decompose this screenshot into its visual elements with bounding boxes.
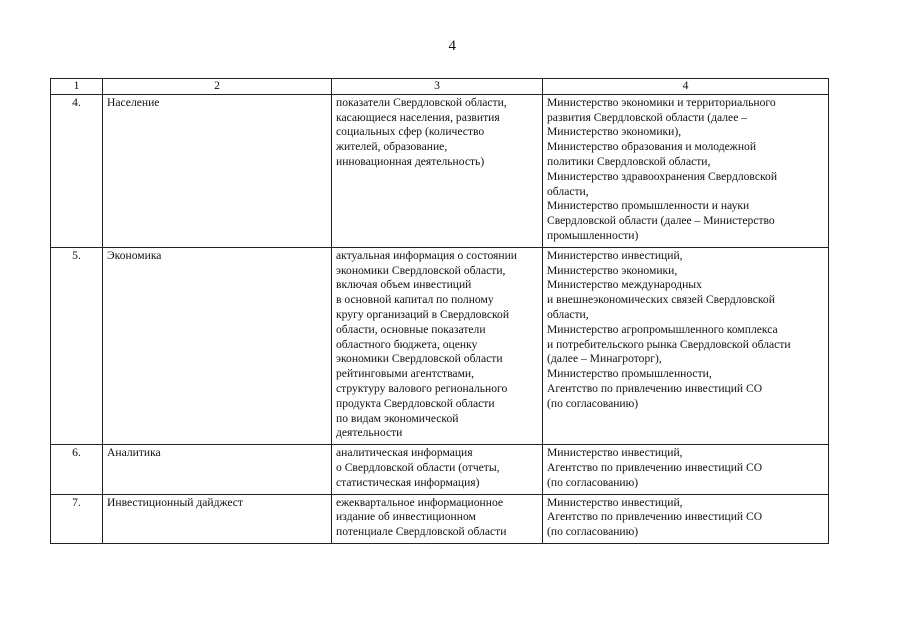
- item-content-cell: [332, 247, 543, 444]
- item-responsible-line: (по согласованию): [547, 525, 639, 539]
- item-content-cell: [332, 494, 543, 543]
- table-row: [51, 94, 829, 247]
- item-content-line: области, основные показатели: [336, 322, 486, 336]
- item-content-line: экономики Свердловской области: [336, 352, 503, 366]
- item-content-line: структуру валового регионального: [336, 381, 508, 395]
- item-content-line: аналитическая информация: [336, 446, 473, 460]
- header-row: [51, 79, 829, 95]
- item-content-line: кругу организаций в Свердловской: [336, 307, 510, 321]
- item-responsible-cell: [543, 94, 829, 247]
- item-responsible-line: области,: [547, 307, 589, 321]
- item-number: 7.: [51, 494, 103, 543]
- item-responsible-line: Министерство промышленности и науки: [547, 199, 750, 213]
- table-row: [51, 494, 829, 543]
- item-responsible-line: Министерство образования и молодежной: [547, 140, 757, 154]
- table-row: [51, 445, 829, 494]
- item-name-cell: [103, 494, 332, 543]
- item-responsible-line: промышленности): [547, 228, 639, 242]
- item-name-cell: [103, 247, 332, 444]
- item-content-line: касающиеся населения, развития: [336, 110, 500, 124]
- item-responsible-line: (по согласованию): [547, 396, 639, 410]
- item-responsible-line: развития Свердловской области (далее –: [547, 110, 748, 124]
- item-responsible-line: Министерство промышленности,: [547, 367, 712, 381]
- item-content-line: потенциале Свердловской области: [336, 525, 507, 539]
- item-content-line: областного бюджета, оценку: [336, 337, 478, 351]
- item-content-line: о Свердловской области (отчеты,: [336, 460, 500, 474]
- item-content-line: показатели Свердловской области,: [336, 95, 507, 109]
- item-name-line: Аналитика: [107, 446, 161, 460]
- header-col-4: 4: [543, 79, 829, 95]
- item-number: 6.: [51, 445, 103, 494]
- item-responsible-cell: [543, 494, 829, 543]
- item-responsible-line: (по согласованию): [547, 475, 639, 489]
- table-row: [51, 247, 829, 444]
- item-content-line: продукта Свердловской области: [336, 396, 495, 410]
- item-content-line: социальных сфер (количество: [336, 125, 485, 139]
- item-responsible-line: Министерство здравоохранения Свердловской: [547, 169, 778, 183]
- item-responsible-line: Агентство по привлечению инвестиций СО: [547, 381, 763, 395]
- item-content-line: деятельности: [336, 426, 403, 440]
- item-responsible-cell: [543, 445, 829, 494]
- item-content-line: рейтинговыми агентствами,: [336, 367, 475, 381]
- item-responsible-line: Свердловской области (далее – Министерство: [547, 214, 775, 228]
- item-content-line: инновационная деятельность): [336, 154, 485, 168]
- item-content-cell: [332, 445, 543, 494]
- item-responsible-line: Министерство международных: [547, 278, 702, 292]
- document-table: [50, 78, 829, 544]
- item-responsible-line: Министерство инвестиций,: [547, 446, 683, 460]
- item-responsible-line: Министерство инвестиций,: [547, 248, 683, 262]
- item-number: 4.: [51, 94, 103, 247]
- item-responsible-line: Агентство по привлечению инвестиций СО: [547, 460, 763, 474]
- header-col-3: 3: [332, 79, 543, 95]
- item-content-line: по видам экономической: [336, 411, 459, 425]
- item-content-line: актуальная информация о состоянии: [336, 248, 517, 262]
- header-col-2: 2: [103, 79, 332, 95]
- page-number: 4: [448, 38, 457, 54]
- table-body: [51, 94, 829, 543]
- item-content-line: издание об инвестиционном: [336, 510, 476, 524]
- item-responsible-line: (далее – Минагроторг),: [547, 352, 662, 366]
- item-name-line: Население: [107, 95, 160, 109]
- item-responsible-line: Министерство агропромышленного комплекса: [547, 322, 778, 336]
- item-responsible-line: области,: [547, 184, 589, 198]
- item-responsible-line: и потребительского рынка Свердловской области: [547, 337, 791, 351]
- item-content-line: включая объем инвестиций: [336, 278, 472, 292]
- item-content-line: жителей, образование,: [336, 140, 448, 154]
- item-name-line: Инвестиционный дайджест: [107, 495, 243, 509]
- item-content-cell: [332, 94, 543, 247]
- header-col-1: 1: [51, 79, 103, 95]
- item-content-line: в основной капитал по полному: [336, 293, 494, 307]
- item-name-cell: [103, 94, 332, 247]
- item-responsible-line: и внешнеэкономических связей Свердловской: [547, 293, 775, 307]
- item-number: 5.: [51, 247, 103, 444]
- item-content-line: экономики Свердловской области,: [336, 263, 506, 277]
- item-name-line: Экономика: [107, 248, 162, 262]
- item-name-cell: [103, 445, 332, 494]
- item-responsible-line: Министерство экономики,: [547, 263, 678, 277]
- item-responsible-line: Агентство по привлечению инвестиций СО: [547, 510, 763, 524]
- item-responsible-cell: [543, 247, 829, 444]
- item-content-line: ежеквартальное информационное: [336, 495, 504, 509]
- item-responsible-line: политики Свердловской области,: [547, 154, 711, 168]
- item-responsible-line: Министерство экономики),: [547, 125, 682, 139]
- item-responsible-line: Министерство инвестиций,: [547, 495, 683, 509]
- item-responsible-line: Министерство экономики и территориального: [547, 95, 776, 109]
- item-content-line: статистическая информация): [336, 475, 480, 489]
